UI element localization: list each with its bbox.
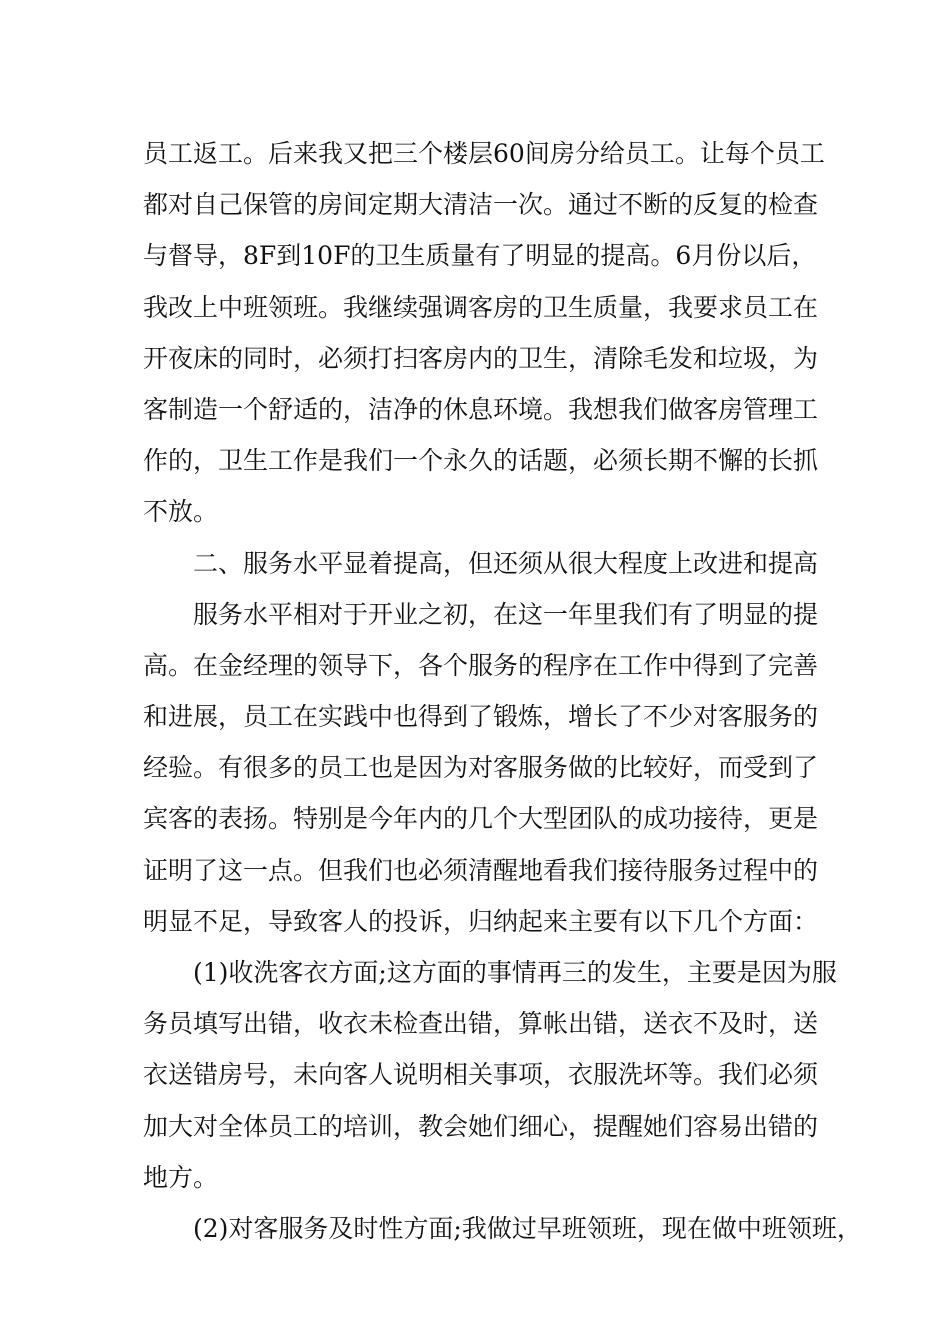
list-item-line: (1)收洗客衣方面;这方面的事情再三的发生，主要是因为服: [193, 958, 837, 987]
text-line: 务员填写出错，收衣未检查出错，算帐出错，送衣不及时，送: [143, 1009, 819, 1039]
text-line: 高。在金经理的领导下，各个服务的程序在工作中得到了完善: [143, 650, 819, 680]
text-line: 地方。: [143, 1162, 219, 1192]
text-line: 加大对全体员工的培训，教会她们细心，提醒她们容易出错的: [143, 1111, 819, 1141]
text-line: 证明了这一点。但我们也必须清醒地看我们接待服务过程中的: [143, 855, 819, 885]
text-line: 明显不足，导致客人的投诉，归纳起来主要有以下几个方面：: [143, 906, 819, 936]
text-line: 都对自己保管的房间定期大清洁一次。通过不断的反复的检查: [143, 190, 819, 220]
section-heading: 二、服务水平显着提高，但还须从很大程度上改进和提高: [193, 548, 819, 578]
text-line: 宾客的表扬。特别是今年内的几个大型团队的成功接待，更是: [143, 804, 819, 834]
text-line: 不放。: [143, 497, 219, 527]
text-line: 作的，卫生工作是我们一个永久的话题，必须长期不懈的长抓: [143, 446, 819, 476]
document-body: [143, 128, 862, 1254]
text-line: 经验。有很多的员工也是因为对客服务做的比较好，而受到了: [143, 753, 819, 783]
text-line: 与督导，8F到10F的卫生质量有了明显的提高。6月份以后，: [143, 241, 817, 271]
text-line: 衣送错房号，未向客人说明相关事项，衣服洗坏等。我们必须: [143, 1060, 819, 1090]
text-line: 客制造一个舒适的，洁净的休息环境。我想我们做客房管理工: [143, 394, 819, 424]
text-line: 开夜床的同时，必须打扫客房内的卫生，清除毛发和垃圾，为: [143, 343, 819, 373]
text-line: 服务水平相对于开业之初，在这一年里我们有了明显的提: [193, 599, 819, 629]
text-line: 员工返工。后来我又把三个楼层60间房分给员工。让每个员工: [143, 139, 825, 168]
list-item-line: (2)对客服务及时性方面;我做过早班领班，现在做中班领班，: [193, 1213, 862, 1243]
text-line: 我改上中班领班。我继续强调客房的卫生质量，我要求员工在: [143, 292, 819, 322]
text-line: 和进展，员工在实践中也得到了锻炼，增长了不少对客服务的: [143, 702, 819, 732]
